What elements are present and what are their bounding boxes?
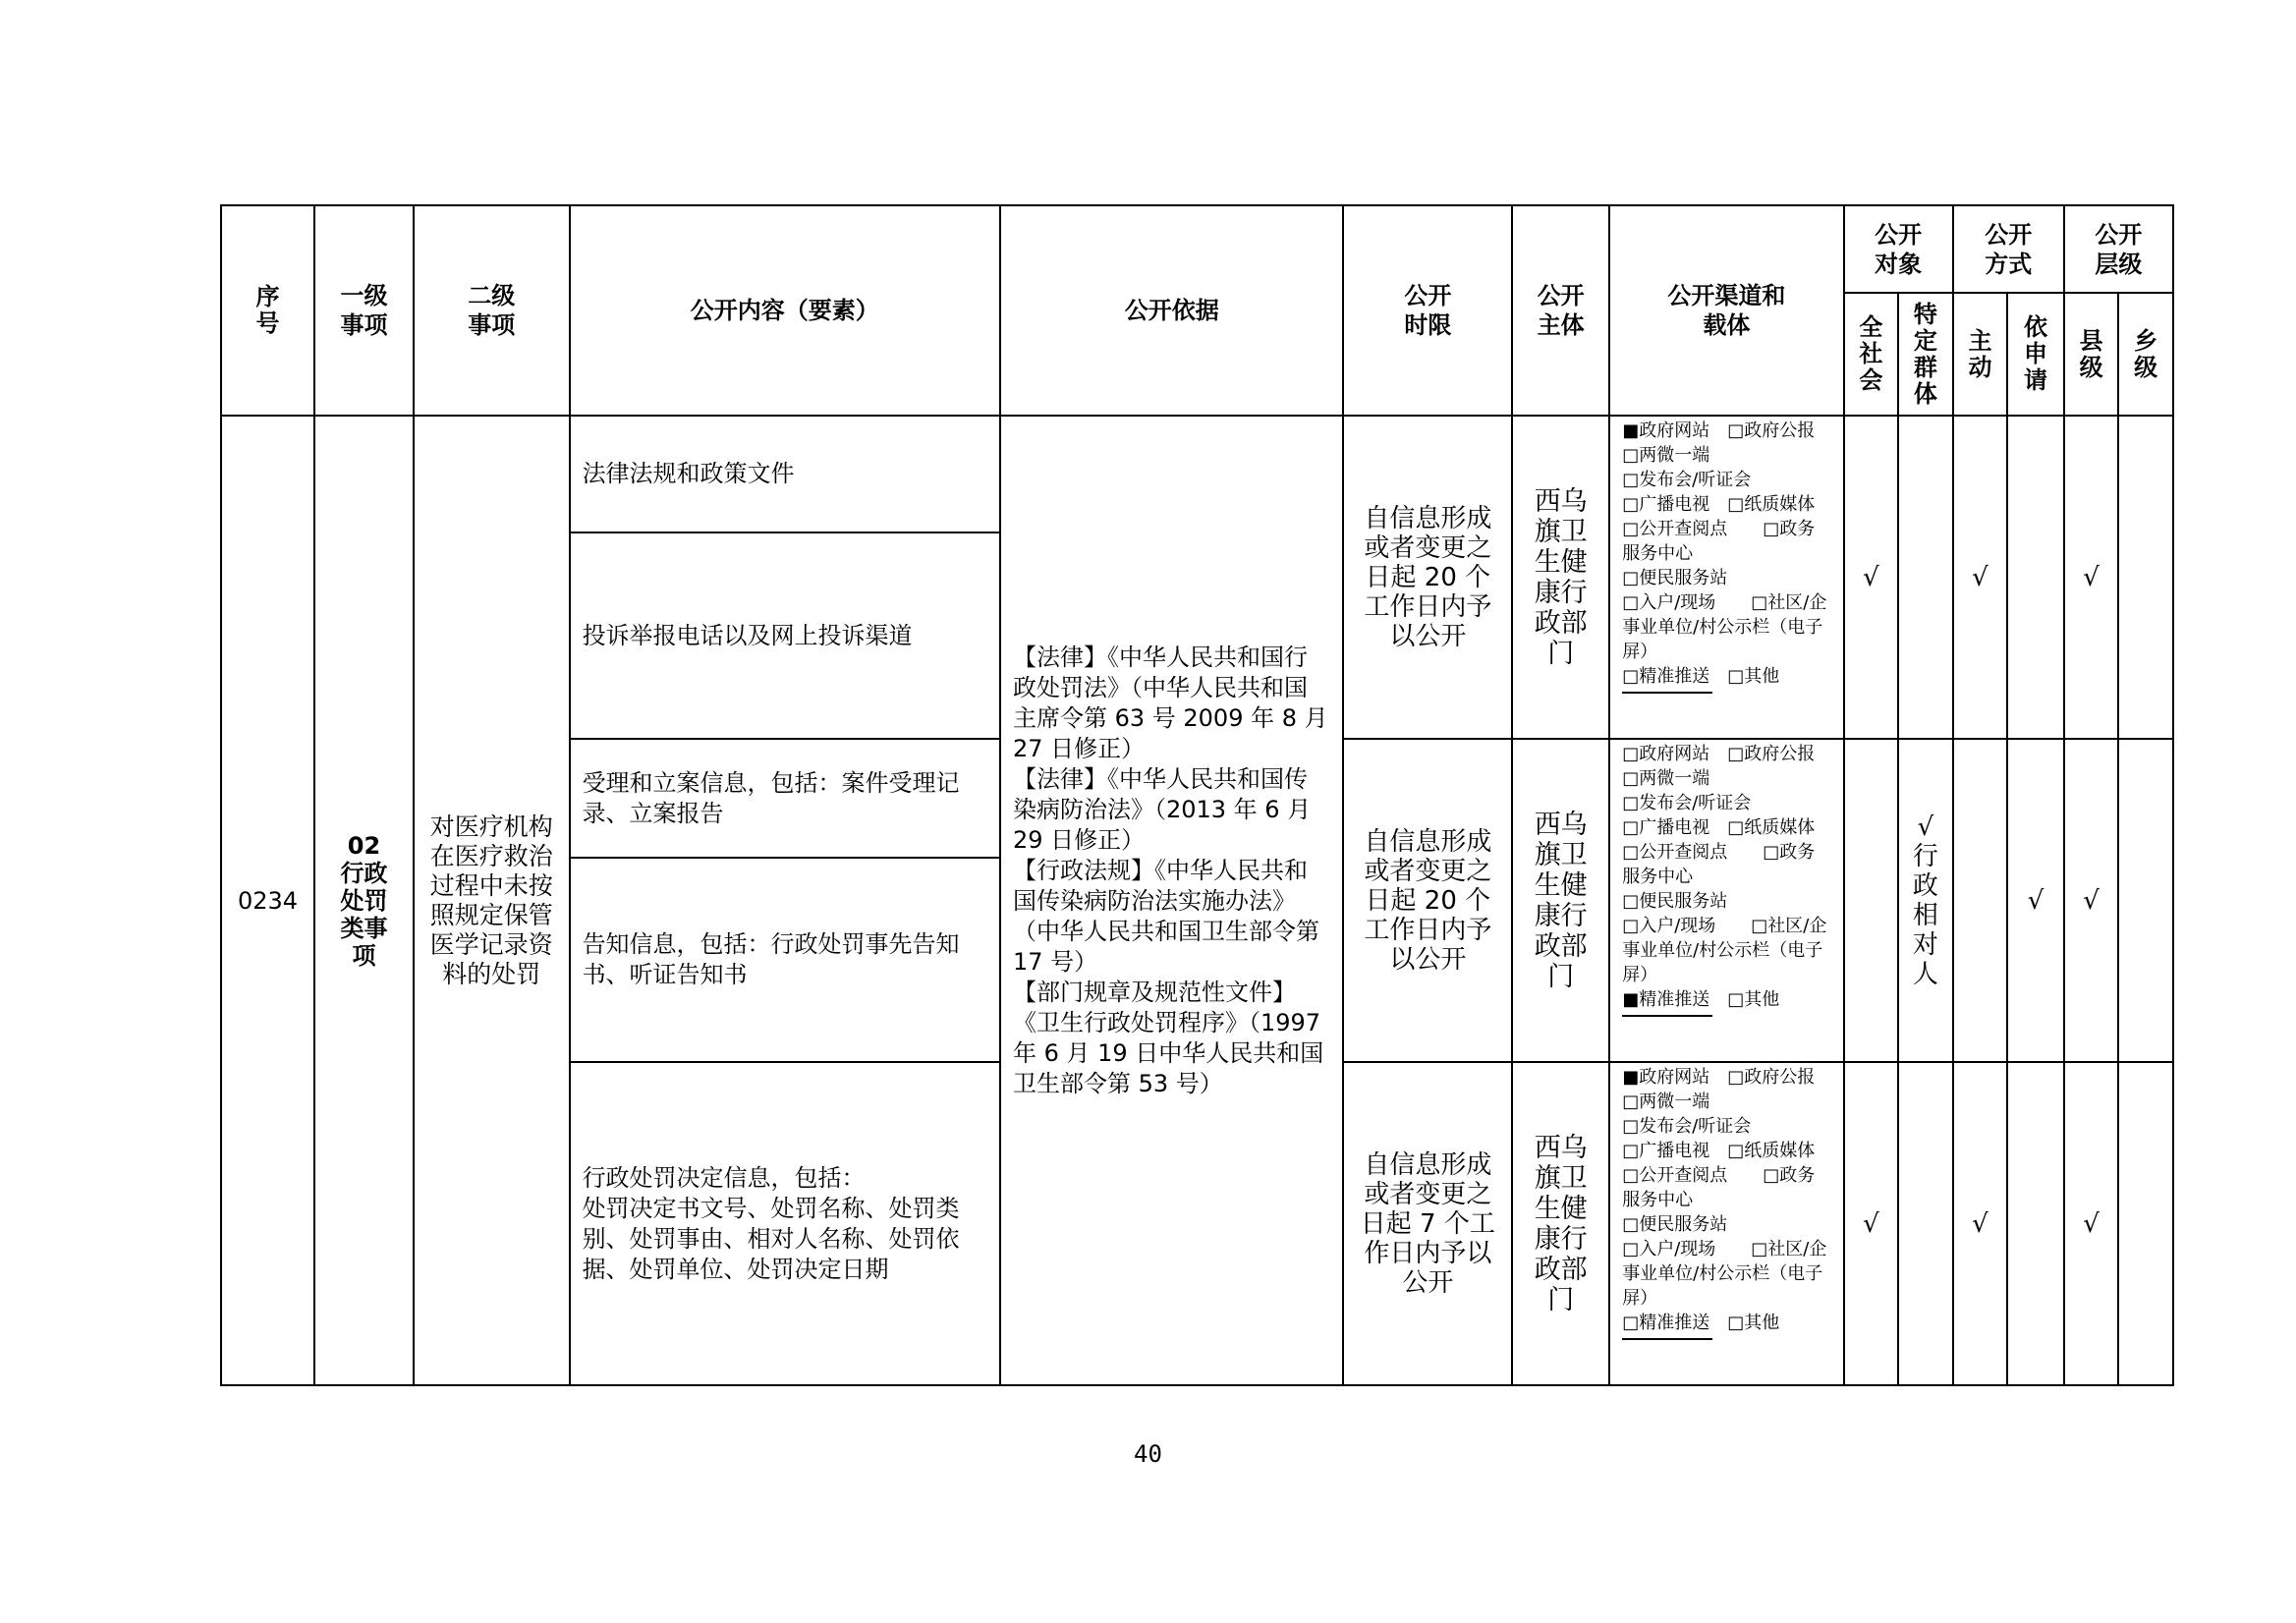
subject-2: 西乌旗卫生健康行政部门	[1512, 739, 1609, 1062]
header-level: 公开层级	[2064, 205, 2173, 293]
channel-line: □便民服务站	[1622, 1214, 1728, 1235]
row-seq: 0234	[221, 416, 314, 1385]
channel-line: □便民服务站	[1622, 891, 1728, 912]
channels-1	[1609, 416, 1851, 739]
header-level2: 二级事项	[414, 205, 570, 416]
channel-line: ■政府网站 □政府公报 □两微一端	[1622, 1067, 1851, 1112]
channels-2	[1609, 739, 1851, 1062]
time-limit-1: 自信息形成或者变更之日起 20 个工作日内予以公开	[1343, 416, 1512, 739]
disclosure-table	[220, 204, 2174, 1386]
page-number: 40	[1134, 1440, 1162, 1468]
check-method-request-3	[2007, 1062, 2064, 1385]
channel-line: □广播电视 □纸质媒体 □公开查阅点 □政务服务中心	[1622, 494, 1851, 564]
channel-line: □广播电视 □纸质媒体 □公开查阅点 □政务服务中心	[1622, 1141, 1851, 1210]
content-item-2: 投诉举报电话以及网上投诉渠道	[570, 532, 1000, 739]
channel-line: ■精准推送 □其他	[1622, 989, 1780, 1010]
check-level-county-2: √	[2064, 739, 2119, 1062]
header-target-all: 全社会	[1844, 293, 1899, 416]
channel-line: □精准推送 □其他	[1622, 666, 1780, 687]
content-item-3: 受理和立案信息，包括：案件受理记录、立案报告	[570, 739, 1000, 858]
check-target-specific-2: √行政相对人	[1898, 739, 1953, 1062]
underline	[1622, 1338, 1712, 1340]
header-method-active: 主动	[1953, 293, 2008, 416]
check-level-county-1: √	[2064, 416, 2119, 739]
channel-line: □便民服务站	[1622, 568, 1728, 588]
underline	[1622, 1015, 1712, 1017]
check-level-county-3: √	[2064, 1062, 2119, 1385]
check-method-active-3: √	[1953, 1062, 2008, 1385]
header-content: 公开内容（要素）	[570, 205, 1000, 416]
header-target-specific: 特定群体	[1898, 293, 1953, 416]
channel-line: □入户/现场 □社区/企事业单位/村公示栏（电子屏）	[1622, 916, 1827, 985]
underline	[1622, 692, 1712, 694]
header-level-township: 乡级	[2118, 293, 2173, 416]
header-method-request: 依申请	[2007, 293, 2064, 416]
check-method-request-2: √	[2007, 739, 2064, 1062]
time-limit-3: 自信息形成或者变更之日起 7 个工作日内予以公开	[1343, 1062, 1512, 1385]
row-basis: 【法律】《中华人民共和国行政处罚法》（中华人民共和国主席令第 63 号 2009 年 8 月 27 日修正） 【法律】《中华人民共和国传染病防治法》（2013 年 6 月 29 日修正） 【行政法规】《中华人民共和国传染病防治法实施办法》（中华人民共和国卫生部令第 17 号） 【部门规章及规范性文件】《卫生行政处罚程序》（1997 年 6 月 19 日中华人民共和国卫生部令第 53 号）	[1000, 416, 1344, 1385]
row-level2: 对医疗机构在医疗救治过程中未按照规定保管医学记录资料的处罚	[414, 416, 570, 1385]
header-seq: 序号	[221, 205, 314, 416]
content-item-1: 法律法规和政策文件	[570, 416, 1000, 532]
header-channel: 公开渠道和载体	[1609, 205, 1843, 416]
channel-line: □发布会/听证会	[1622, 470, 1752, 490]
channel-line: □入户/现场 □社区/企事业单位/村公示栏（电子屏）	[1622, 592, 1827, 662]
channel-line: □发布会/听证会	[1622, 793, 1752, 813]
check-target-all-1: √	[1844, 416, 1899, 739]
check-target-all-3: √	[1844, 1062, 1899, 1385]
header-target: 公开对象	[1844, 205, 1953, 293]
channel-line: □精准推送 □其他	[1622, 1313, 1780, 1333]
subject-3: 西乌旗卫生健康行政部门	[1512, 1062, 1609, 1385]
check-level-township-3	[2118, 1062, 2173, 1385]
check-level-township-2	[2118, 739, 2173, 1062]
check-level-township-1	[2118, 416, 2173, 739]
check-target-specific-1	[1898, 416, 1953, 739]
content-item-4: 告知信息，包括：行政处罚事先告知书、听证告知书	[570, 858, 1000, 1062]
header-basis: 公开依据	[1000, 205, 1344, 416]
time-limit-2: 自信息形成或者变更之日起 20 个工作日内予以公开	[1343, 739, 1512, 1062]
content-item-5-detail: 处罚决定书文号、处罚名称、处罚类别、处罚事由、相对人名称、处罚依据、处罚单位、处罚决定日期	[582, 1194, 960, 1283]
subject-1: 西乌旗卫生健康行政部门	[1512, 416, 1609, 739]
channel-line: □入户/现场 □社区/企事业单位/村公示栏（电子屏）	[1622, 1239, 1827, 1309]
check-method-request-1	[2007, 416, 2064, 739]
check-method-active-1: √	[1953, 416, 2008, 739]
header-subject: 公开主体	[1512, 205, 1609, 416]
check-target-all-2	[1844, 739, 1899, 1062]
header-level1: 一级事项	[314, 205, 414, 416]
check-target-specific-3	[1898, 1062, 1953, 1385]
header-method: 公开方式	[1953, 205, 2064, 293]
content-item-5-title: 行政处罚决定信息，包括：	[582, 1163, 866, 1192]
channel-line: □广播电视 □纸质媒体 □公开查阅点 □政务服务中心	[1622, 817, 1851, 887]
content-item-5	[570, 1062, 1000, 1385]
channel-line: ■政府网站 □政府公报 □两微一端	[1622, 420, 1851, 466]
channel-line: □政府网站 □政府公报 □两微一端	[1622, 744, 1851, 789]
check-method-active-2	[1953, 739, 2008, 1062]
row-level1: 02 行政处罚类事项	[314, 416, 414, 1385]
channel-line: □发布会/听证会	[1622, 1116, 1752, 1137]
header-level-county: 县级	[2064, 293, 2119, 416]
header-time-limit: 公开时限	[1343, 205, 1512, 416]
channels-3	[1609, 1062, 1851, 1385]
